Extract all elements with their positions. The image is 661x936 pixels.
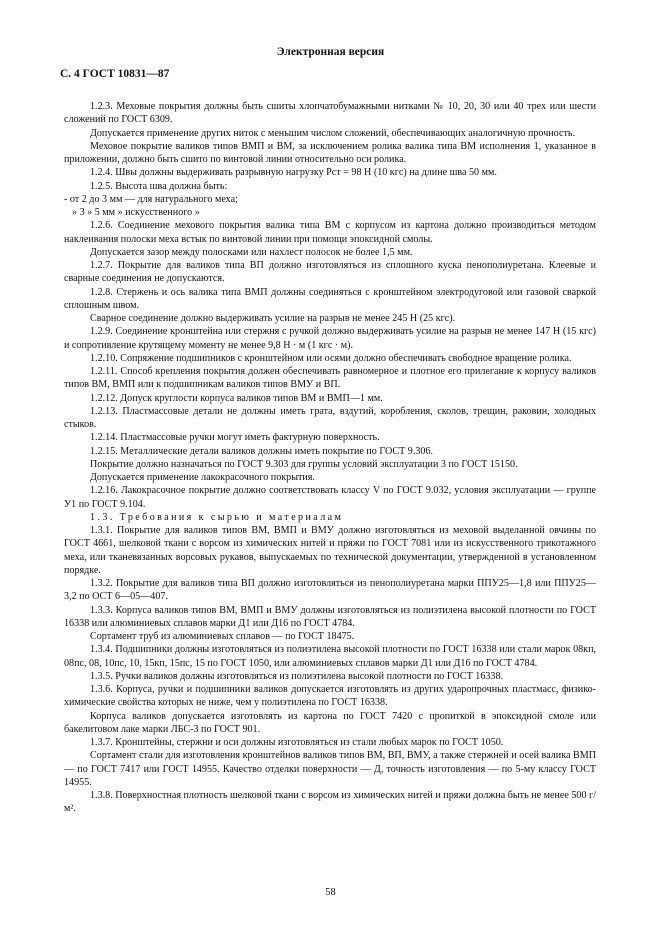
document-body bbox=[64, 100, 596, 816]
paragraph: 1.2.12. Допуск круглости корпуса валиков типов ВМ и ВМП—1 мм. bbox=[90, 392, 383, 404]
paragraph: 1.3.7. Кронштейны, стержни и оси должны изготовляться из стали любых марок по ГОСТ 1050. bbox=[90, 737, 504, 748]
paragraph: 1.2.11. Способ крепления покрытия должен обеспечивать равномерное и плотное его прилегание к корпусу валиков типов ВМ, ВМП или к подшипникам валиков типов ВМУ и ВП. bbox=[64, 366, 596, 391]
paragraph: 1.2.3. Меховые покрытия должны быть сшиты хлопчатобумажными нитками № 10, 20, 30 или 40 трех или шести сложений по ГОСТ 6309. bbox=[64, 101, 596, 126]
paragraph: Допускается применение лакокрасочного покрытия. bbox=[90, 472, 315, 483]
paragraph: 1.2.5. Высота шва должна быть: bbox=[90, 180, 228, 192]
paragraph: 1.3.4. Подшипники должны изготовляться из полиэтилена высокой плотности по ГОСТ 16338 или стали марок 08кп, 08пс, 08, 10пс, 10, 15кп, 15пс, 15 по ГОСТ 1050, или алюминиевых сплавов марки Д1 или Д16 по ГОСТ 4784. bbox=[64, 644, 596, 669]
paragraph: 1.2.8. Стержень и ось валика типа ВМП должны соединяться с кронштейном электродуговой или газовой сваркой сплошным швом. bbox=[64, 286, 596, 311]
paragraph: 1.2.4. Швы должны выдерживать разрывную нагрузку Pст = 98 Н (10 кгс) на длине шва 50 мм. bbox=[90, 167, 497, 179]
paragraph: 1.2.15. Металлические детали валиков должны иметь покрытие по ГОСТ 9.306. bbox=[90, 445, 434, 457]
paragraph: Допускается применение других ниток с меньшим числом сложений, обеспечивающих аналогичную прочность. bbox=[90, 127, 575, 139]
paragraph: 1.2.14. Пластмассовые ручки могут иметь фактурную поверхность. bbox=[90, 432, 380, 444]
paragraph: 1.2.6. Соединение мехового покрытия валика типа ВМ с корпусом из картона должно производиться методом наклеивания полоски меха встык по винтовой линии при помощи эпоксидной смолы. bbox=[64, 220, 596, 245]
paragraph: Меховое покрытие валиков типов ВМП и ВМ, за исключением ролика валика типа ВМ исполнения 1, указанное в приложении, должно быть сшито по винтовой линии относительно оси ролика. bbox=[64, 140, 596, 165]
paragraph: 1.2.10. Сопряжение подшипников с кронштейном или осями должно обеспечивать свободное вращение ролика. bbox=[90, 352, 572, 364]
paragraph: 1.2.16. Лакокрасочное покрытие должно соответствовать классу V по ГОСТ 9.032, условия эксплуатации — группе У1 по ГОСТ 9.104. bbox=[64, 485, 596, 510]
paragraph: 1.3. Требования к сырью и материалам bbox=[90, 511, 344, 523]
paragraph: Сортамент труб из алюминиевых сплавов — по ГОСТ 18475. bbox=[90, 631, 355, 642]
paragraph: 1.3.2. Покрытие для валиков типа ВП должно изготовляться из пенополиуретана марки ППУ25—1,8 или ППУ25—3,2 по ОСТ 6—05—407. bbox=[64, 578, 596, 603]
paragraph: Сварное соединение должно выдерживать усилие на разрыв не менее 245 Н (25 кгс). bbox=[90, 313, 456, 324]
paragraph: 1.3.5. Ручки валиков должны изготовляться из полиэтилена высокой плотности по ГОСТ 16338. bbox=[90, 670, 504, 682]
electronic-version-banner: Электронная версия bbox=[276, 46, 385, 58]
page-header: С. 4 ГОСТ 10831—87 bbox=[60, 68, 170, 80]
paragraph: » 3 » 5 мм » искусственного » bbox=[72, 207, 200, 218]
paragraph: - от 2 до 3 мм — для натурального меха; bbox=[64, 193, 238, 205]
paragraph: 1.3.3. Корпуса валиков типов ВМ, ВМП и ВМУ должны изготовляться из полиэтилена высокой плотности по ГОСТ 16338 или алюминиевых сплавов марки Д1 или Д16 по ГОСТ 4784. bbox=[64, 604, 596, 629]
paragraph: 1.2.9. Соединение кронштейна или стержня с ручкой должно выдерживать усилие на разрыв не менее 147 Н (15 кгс) и сопротивление крутящему моменту не менее 9,8 Н · м (1 кгс · м). bbox=[64, 326, 596, 351]
paragraph: 1.3.6. Корпуса, ручки и подшипники валиков допускается изготовлять из других ударопрочных пластмасс, физико-химические свойства которых не ниже, чем у полиэтилена по ГОСТ 16338. bbox=[64, 684, 596, 709]
paragraph: 1.2.13. Пластмассовые детали не должны иметь грата, вздутий, коробления, сколов, трещин, раковин, холодных стыков. bbox=[64, 405, 596, 430]
paragraph: Покрытие должно назначаться по ГОСТ 9.303 для группы условий эксплуатации 3 по ГОСТ 15150. bbox=[90, 458, 518, 470]
paragraph: 1.2.7. Покрытие для валиков типа ВП должно изготовляться из сплошного куска пенополиуретана. Клеевые и сварные соединения не допускаются. bbox=[64, 260, 596, 285]
paragraph: 1.3.8. Поверхностная плотность шелковой ткани с ворсом из химических нитей и пряжи должна быть не менее 500 г/м². bbox=[64, 790, 596, 815]
page-number: 58 bbox=[325, 887, 336, 898]
paragraph: Корпуса валиков допускается изготовлять из картона по ГОСТ 7420 с пропиткой в эпоксидной смоле или бакелитовом лаке марки ЛБС-3 по ГОСТ 901. bbox=[64, 710, 596, 735]
paragraph: Допускается зазор между полосками или нахлест полосок не более 1,5 мм. bbox=[90, 246, 413, 258]
paragraph: 1.3.1. Покрытие для валиков типов ВМ, ВМП и ВМУ должно изготовляться из меховой выделанной овчины по ГОСТ 4661, шелковой ткани с ворсом из химических нитей и пряжи по ГОСТ 7081 или из искусственного трикотажного меха, или тканевязанных ворсовых рукавов, выпускаемых по технической документации, утвержденной в установленном порядке. bbox=[64, 525, 596, 576]
paragraph: Сортамент стали для изготовления кронштейнов валиков типов ВМ, ВП, ВМУ, а также стержней и осей валика ВМП — по ГОСТ 7417 или ГОСТ 14955. Качество отделки поверхности — Д, точность изготовления — по 5-му классу ГОСТ 14955. bbox=[64, 750, 596, 788]
